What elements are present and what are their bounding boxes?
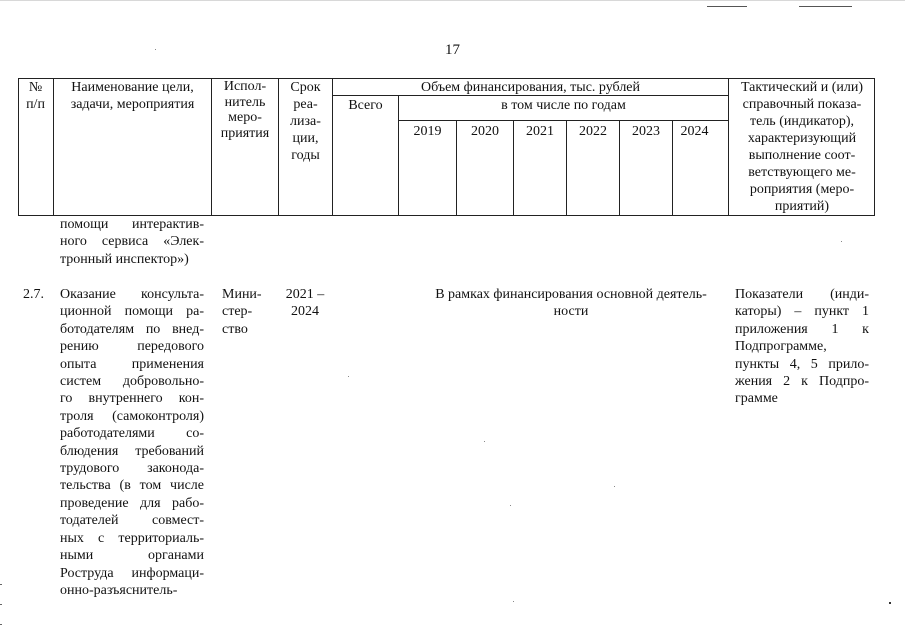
year-header: 2024	[680, 124, 709, 139]
col-executor-header: Испол- нитель меро- приятия	[220, 79, 270, 141]
scan-speck	[510, 505, 511, 506]
scan-speck	[889, 602, 891, 604]
row-name: Оказание консульта- ционной помощи ра- ботодателям по внед- рению передового опыта применения систем добровольно- го внутреннего кон- троля (самоконтроля) работодателями со- блюдения требований трудового законода- тельства (в том числе проведение для рабо- тодателей совмест- ных с территориаль- ными органами Роструда информаци- онно-разъяснитель-	[60, 287, 204, 598]
page-top-edge	[0, 0, 905, 1]
col-number-header: № п/п	[26, 80, 45, 112]
scan-mark	[799, 6, 852, 7]
row-term: 2021 – 2024	[285, 287, 325, 320]
row-funding: В рамках финансирования основной деятель- ности	[435, 287, 707, 320]
carryover-text: помощи интерактив- ного сервиса «Элек- тронный инспектор»)	[60, 217, 204, 267]
divider	[398, 120, 729, 121]
scan-speck	[614, 486, 615, 487]
by-years-header: в том числе по годам	[501, 98, 626, 113]
year-header: 2020	[471, 124, 499, 139]
scan-speck	[348, 376, 349, 377]
row-executor: Мини- стер- ство	[222, 287, 262, 337]
scan-speck	[484, 441, 485, 442]
scan-mark	[0, 604, 2, 605]
col-total-header: Всего	[348, 98, 383, 113]
col-name-header: Наименование цели, задачи, мероприятия	[70, 80, 195, 112]
year-header: 2023	[632, 124, 660, 139]
page-number: 17	[445, 42, 460, 58]
year-header: 2021	[526, 124, 554, 139]
funding-header: Объем финансирования, тыс. рублей	[420, 80, 641, 95]
scan-mark	[0, 584, 2, 585]
row-indicator: Показатели (инди- каторы) – пункт 1 приложения 1 к Подпрограмме, пункты 4, 5 прило- жения 2 к Подпро- грамме	[735, 287, 869, 407]
col-term-header: Срок реа- лиза- ции, годы	[290, 80, 321, 163]
scan-speck	[513, 601, 514, 602]
scan-mark	[0, 624, 2, 625]
scan-speck	[155, 49, 156, 50]
row-number: 2.7.	[23, 287, 44, 302]
scan-mark	[707, 6, 747, 7]
scan-speck	[841, 241, 842, 242]
col-indicator-header: Тактический и (или) справочный показа- тель (индикатор), характеризующий выполнение соот- ветствующего ме- роприятия (меро- приятий)	[740, 80, 864, 214]
year-header: 2022	[579, 124, 607, 139]
year-header: 2019	[413, 124, 442, 139]
